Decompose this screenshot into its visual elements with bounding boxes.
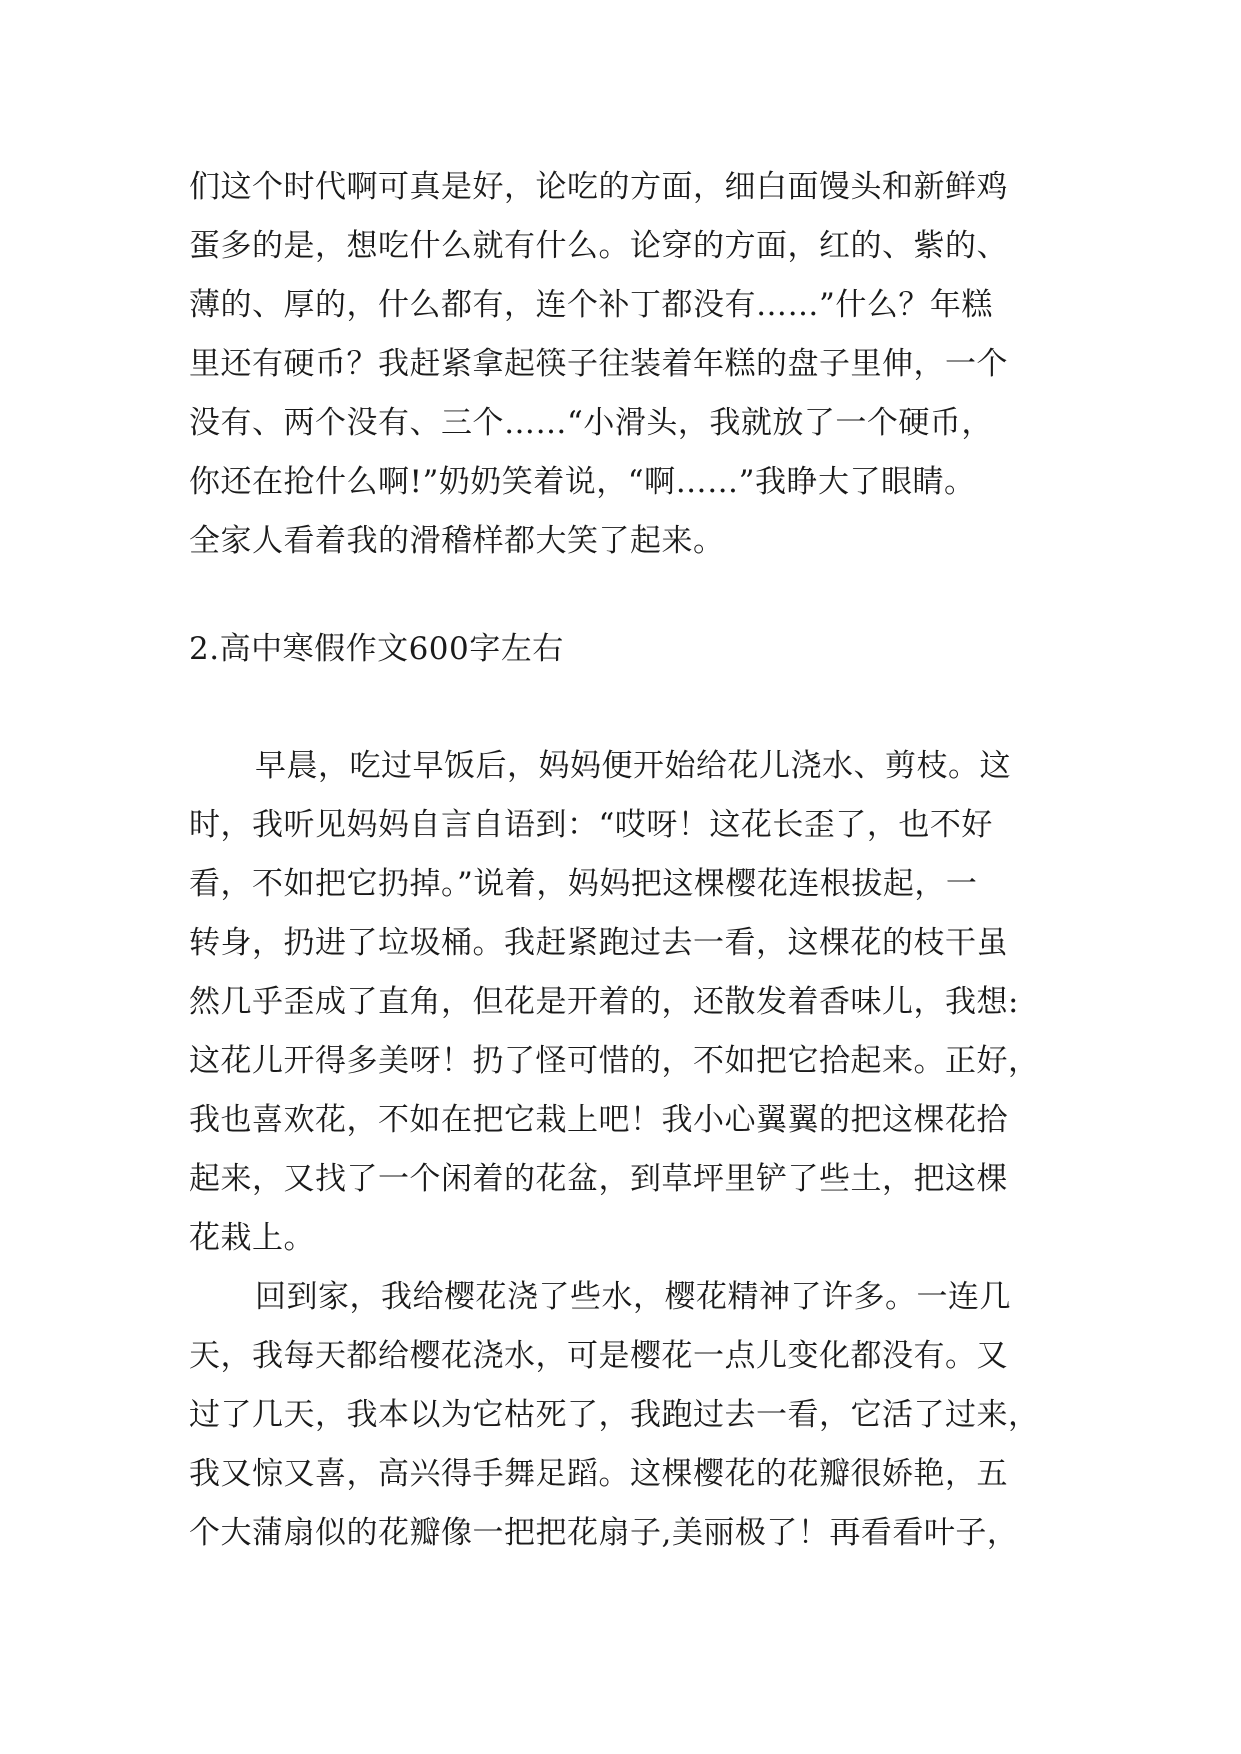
paragraph-2-line: 这花儿开得多美呀！扔了怪可惜的，不如把它拾起来。正好， bbox=[189, 1043, 1040, 1079]
paragraph-2-line: 然几乎歪成了直角，但花是开着的，还散发着香味儿，我想: bbox=[189, 984, 1019, 1020]
paragraph-1-line: 里还有硬币？我赶紧拿起筷子往装着年糕的盘子里伸，一个 bbox=[189, 346, 1008, 382]
paragraph-2-line: 转身，扔进了垃圾桶。我赶紧跑过去一看，这棵花的枝干虽 bbox=[189, 925, 1008, 961]
paragraph-1-line: 们这个时代啊可真是好，论吃的方面，细白面馒头和新鲜鸡 bbox=[189, 169, 1008, 205]
paragraph-3-line: 回到家，我给樱花浇了些水，樱花精神了许多。一连几 bbox=[255, 1279, 1011, 1315]
paragraph-3-line: 我又惊又喜，高兴得手舞足蹈。这棵樱花的花瓣很娇艳，五 bbox=[189, 1456, 1008, 1492]
paragraph-2-line: 时，我听见妈妈自言自语到：“哎呀！这花长歪了，也不好 bbox=[189, 807, 993, 843]
section-heading: 2.高中寒假作文600字左右 bbox=[189, 631, 564, 667]
paragraph-1-line: 全家人看着我的滑稽样都大笑了起来。 bbox=[189, 523, 725, 559]
paragraph-3-line: 过了几天，我本以为它枯死了，我跑过去一看，它活了过来， bbox=[189, 1397, 1040, 1433]
paragraph-2-line: 起来，又找了一个闲着的花盆，到草坪里铲了些土，把这棵 bbox=[189, 1161, 1008, 1197]
paragraph-2-line: 花栽上。 bbox=[189, 1220, 315, 1256]
paragraph-2-line: 看，不如把它扔掉。”说着，妈妈把这棵樱花连根拔起，一 bbox=[189, 866, 978, 902]
paragraph-3-line: 个大蒲扇似的花瓣像一把把花扇子,美丽极了！再看看叶子， bbox=[189, 1515, 1019, 1551]
paragraph-1-line: 没有、两个没有、三个……“小滑头，我就放了一个硬币， bbox=[189, 405, 993, 441]
paragraph-1-line: 蛋多的是，想吃什么就有什么。论穿的方面，红的、紫的、 bbox=[189, 228, 1008, 264]
paragraph-1-line: 你还在抢什么啊!”奶奶笑着说，“啊……”我睁大了眼睛。 bbox=[189, 464, 976, 500]
paragraph-1-line: 薄的、厚的，什么都有，连个补丁都没有……”什么？年糕 bbox=[189, 287, 993, 323]
paragraph-2-line: 早晨，吃过早饭后，妈妈便开始给花儿浇水、剪枝。这 bbox=[255, 748, 1011, 784]
paragraph-3-line: 天，我每天都给樱花浇水，可是樱花一点儿变化都没有。又 bbox=[189, 1338, 1008, 1374]
paragraph-2-line: 我也喜欢花，不如在把它栽上吧！我小心翼翼的把这棵花拾 bbox=[189, 1102, 1008, 1138]
